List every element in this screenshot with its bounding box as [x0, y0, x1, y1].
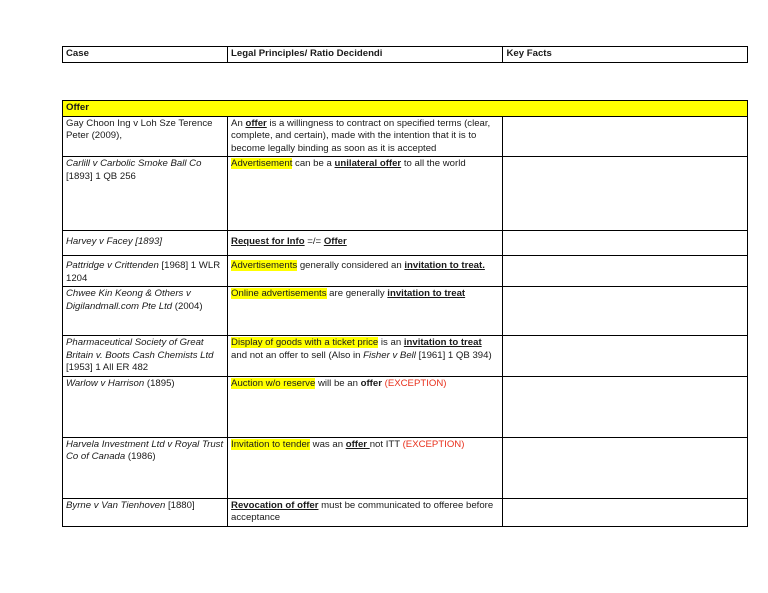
principle-text: not ITT	[369, 438, 403, 450]
table-row	[63, 157, 748, 231]
offer-table	[62, 100, 748, 527]
case-name: Byrne v Van Tienhoven	[66, 499, 166, 511]
case-citation: [1953] 1 All ER 482	[66, 362, 149, 373]
case-citation: (1895)	[144, 377, 175, 389]
principle-text: are generally	[326, 288, 388, 299]
case-name: Carlill v Carbolic Smoke Ball Co	[66, 158, 202, 169]
case-cell	[63, 437, 228, 498]
principle-highlight: Display of goods with a ticket price	[231, 337, 379, 348]
principle-highlight: Advertisements	[231, 260, 298, 271]
case-cell	[63, 498, 228, 526]
key-facts-cell	[503, 376, 748, 437]
table-row	[63, 287, 748, 336]
principle-text: to all the world	[401, 158, 466, 169]
principle-exception: (EXCEPTION)	[402, 438, 465, 450]
key-facts-cell	[503, 256, 748, 287]
table-row	[63, 231, 748, 256]
case-cell	[63, 157, 228, 231]
principle-cell	[228, 287, 503, 336]
principle-cell	[228, 376, 503, 437]
principle-highlight: Invitation to tender	[231, 438, 310, 450]
case-citation: (2004)	[172, 300, 203, 312]
principle-text: will be an	[315, 377, 361, 389]
principle-key-term: invitation to treat	[403, 337, 482, 348]
key-facts-cell	[503, 287, 748, 336]
principle-highlight: Advertisement	[231, 158, 293, 169]
header-table	[62, 46, 748, 63]
case-cell	[63, 376, 228, 437]
table-row	[63, 256, 748, 287]
principle-highlight: Auction w/o reserve	[231, 377, 316, 389]
case-citation: [1880]	[165, 499, 195, 511]
key-facts-cell	[503, 336, 748, 377]
header-row	[63, 47, 748, 63]
table-row	[63, 498, 748, 526]
table-row	[63, 336, 748, 377]
principle-cell	[228, 336, 503, 377]
principle-text: was an	[309, 438, 346, 450]
table-row	[63, 437, 748, 498]
principle-cell	[228, 231, 503, 256]
principle-text: is a willingness to contract on specified terms (clear, complete, and certain), made with the intention that it is to become legally binding as soon as it is accepted	[231, 117, 491, 154]
principle-text: =/=	[304, 236, 324, 247]
principle-exception: (EXCEPTION)	[381, 377, 447, 389]
principle-highlight: Online advertisements	[231, 288, 327, 299]
header-legal-principles: Legal Principles/ Ratio Decidendi	[228, 47, 503, 63]
case-cell	[63, 231, 228, 256]
principle-key-term: invitation to treat	[387, 288, 466, 299]
key-facts-cell	[503, 437, 748, 498]
principle-cell	[228, 437, 503, 498]
table-row	[63, 376, 748, 437]
principle-cell	[228, 256, 503, 287]
principle-text: [1961] 1 QB 394)	[415, 349, 492, 361]
case-name: Pattridge v Crittenden	[66, 260, 159, 271]
principle-text: must be communicated to offeree before acceptance	[231, 499, 494, 523]
header-case: Case	[63, 47, 228, 63]
case-name: Warlow v Harrison	[66, 377, 145, 389]
case-cell	[63, 336, 228, 377]
key-facts-cell	[503, 116, 748, 157]
header-key-facts: Key Facts	[503, 47, 748, 63]
case-cell	[63, 256, 228, 287]
key-facts-cell	[503, 231, 748, 256]
principle-key-term: offer	[245, 117, 267, 129]
principle-key-term: invitation to treat.	[404, 260, 485, 271]
principle-text: An	[231, 117, 246, 129]
case-name: Harvey v Facey [1893]	[66, 236, 162, 247]
case-citation: (1986)	[125, 451, 156, 462]
principle-key-term: offer	[360, 377, 382, 389]
principle-cell	[228, 157, 503, 231]
case-name: Chwee Kin Keong & Others v Digilandmall.com Pte Ltd	[66, 288, 191, 312]
principle-key-term: Request for Info	[231, 236, 305, 247]
principle-key-term: Revocation of offer	[231, 499, 319, 511]
case-name: Pharmaceutical Society of Great Britain v. Boots Cash Chemists Ltd	[66, 337, 214, 361]
case-citation: [1968] 1 WLR 1204	[66, 260, 221, 284]
case-name: Harvela Investment Ltd v Royal Trust Co of Canada	[66, 438, 224, 462]
principle-text: generally considered an	[297, 260, 405, 271]
key-facts-cell	[503, 498, 748, 526]
principle-key-term: Offer	[323, 236, 347, 247]
section-row	[63, 101, 748, 117]
principle-case-ref: Fisher v Bell	[363, 349, 416, 361]
case-cell	[63, 116, 228, 157]
case-citation: [1893] 1 QB 256	[66, 170, 136, 182]
principle-key-term: unilateral offer	[334, 158, 402, 169]
principle-text: can be a	[292, 158, 335, 169]
key-facts-cell	[503, 157, 748, 231]
table-row	[63, 116, 748, 157]
principle-key-term: offer	[345, 438, 370, 450]
principle-text: is an	[378, 337, 404, 348]
section-title: Offer	[63, 101, 748, 117]
case-cell	[63, 287, 228, 336]
principle-text: and not an offer to sell (Also in	[231, 349, 364, 361]
principle-cell	[228, 116, 503, 157]
principle-cell	[228, 498, 503, 526]
case-name: Gay Choon Ing v Loh Sze Terence Peter (2009),	[66, 117, 213, 141]
